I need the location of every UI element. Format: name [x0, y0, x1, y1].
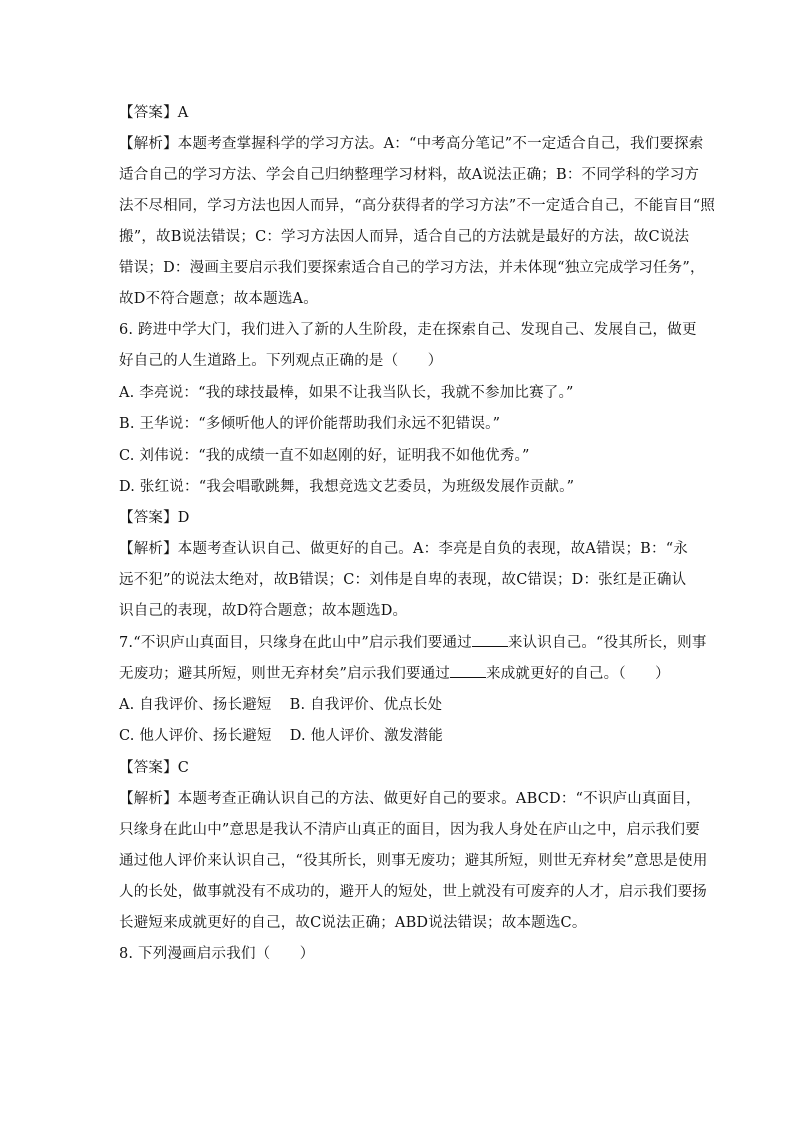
- text-line: 【解析】本题考查正确认识自己的方法、做更好自己的要求。ABCD：“不识庐山真面目，: [119, 791, 701, 807]
- text-line: 【解析】本题考查掌握科学的学习方法。A：“中考高分笔记”不一定适合自己，我们要探索: [119, 136, 704, 152]
- text-line: 法不尽相同，学习方法也因人而异，“高分获得者的学习方法”不一定适合自己，不能盲目“照: [119, 198, 716, 214]
- text-line: 只缘身在此山中”意思是我认不清庐山真正的面目，因为我人身处在庐山之中，启示我们要: [119, 822, 700, 838]
- text-line: 人的长处，做事就没有不成功的，避开人的短处，世上就没有可废弃的人才，启示我们要扬: [119, 884, 707, 900]
- text-line: A. 李亮说：“我的球技最棒，如果不让我当队长，我就不参加比赛了。”: [119, 385, 574, 401]
- question-7-options-row-2: [119, 726, 679, 746]
- text-line: 识自己的表现，故D符合题意；故本题选D。: [119, 603, 408, 619]
- q7-blank-2: [450, 663, 486, 678]
- q7-option-a: A. 自我评价、扬长避短: [119, 697, 272, 713]
- text-line: 【答案】C: [119, 760, 190, 776]
- text-line: 6. 跨进中学大门，我们进入了新的人生阶段，走在探索自己、发现自己、发展自己，做更: [119, 322, 697, 338]
- text-line: D. 张红说：“我会唱歌跳舞，我想竞选文艺委员，为班级发展作贡献。”: [119, 479, 575, 495]
- q7-line2-part-a: 无废功；避其所短，则世无弃材矣”启示我们要通过: [119, 666, 451, 682]
- text-line: 搬”，故B说法错误；C：学习方法因人而异，适合自己的方法就是最好的方法，故C说法: [119, 229, 690, 245]
- question-7-options-row-1: [119, 695, 679, 715]
- text-line: 【答案】D: [119, 510, 190, 526]
- text-line: 故D不符合题意；故本题选A。: [119, 291, 318, 307]
- text-line: 8. 下列漫画启示我们（ ）: [119, 946, 315, 962]
- q7-option-b: B. 自我评价、优点长处: [289, 697, 443, 713]
- q7-line2-part-b: 来成就更好的自己。（ ）: [486, 666, 670, 682]
- q7-line1-part-b: 来认识自己。“役其所长，则事: [507, 635, 707, 651]
- q7-blank-1: [472, 632, 508, 647]
- text-line: B. 王华说：“多倾听他人的评价能帮助我们永远不犯错误。”: [119, 416, 501, 432]
- question-7-line-2: [119, 663, 679, 684]
- text-line: 通过他人评价来认识自己，“役其所长，则事无废功；避其所短，则世无弃材矣”意思是使用: [119, 853, 708, 869]
- q7-line1-part-a: 7.“不识庐山真面目，只缘身在此山中”启示我们要通过: [119, 635, 472, 651]
- text-line: 长避短来成就更好的自己，故C说法正确；ABD说法错误；故本题选C。: [119, 915, 587, 931]
- text-line: 错误；D：漫画主要启示我们要探索适合自己的学习方法，并未体现“独立完成学习任务”，: [119, 260, 705, 276]
- text-line: C. 刘伟说：“我的成绩一直不如赵刚的好，证明我不如他优秀。”: [119, 448, 530, 464]
- text-line: 【解析】本题考查认识自己、做更好的自己。A：李亮是自负的表现，故A错误；B：“永: [119, 541, 689, 557]
- text-line: 远不犯”的说法太绝对，故B错误；C：刘伟是自卑的表现，故C错误；D：张红是正确认: [119, 572, 687, 588]
- q7-option-c: C. 他人评价、扬长避短: [119, 728, 272, 744]
- text-line: 适合自己的学习方法、学会自己归纳整理学习材料，故A说法正确；B：不同学科的学习方: [119, 167, 700, 183]
- text-line: 【答案】A: [119, 105, 189, 121]
- question-7-line-1: [119, 632, 707, 653]
- text-line: 好自己的人生道路上。下列观点正确的是（ ）: [119, 353, 443, 369]
- q7-option-d: D. 他人评价、激发潜能: [289, 728, 443, 744]
